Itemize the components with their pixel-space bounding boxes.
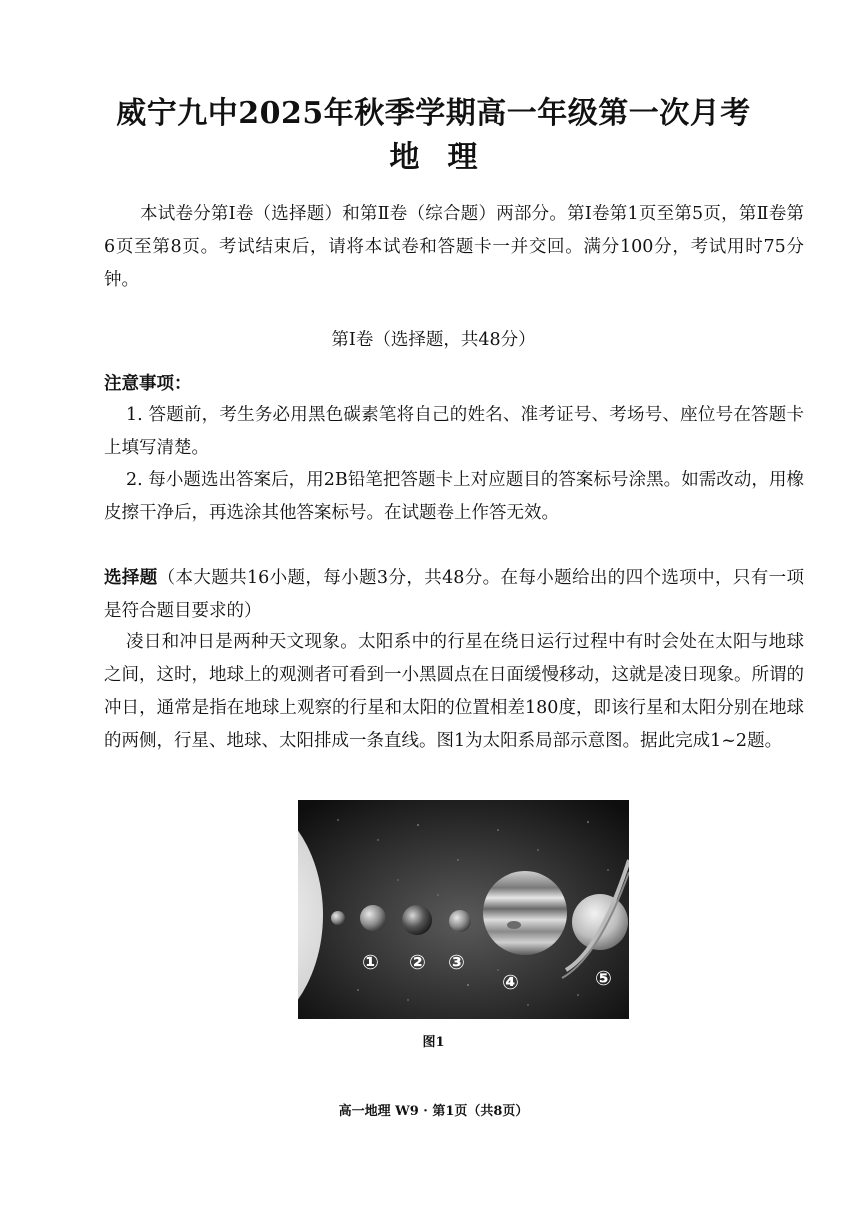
venus-shape (360, 905, 386, 931)
mercury-shape (331, 911, 345, 925)
notice-title: 注意事项： (104, 374, 192, 394)
saturn-shape (572, 894, 628, 950)
question-block-label: 选择题 (104, 568, 158, 588)
marker-3: ③ (448, 950, 465, 974)
intro-paragraph: 本试卷分第Ⅰ卷（选择题）和第Ⅱ卷（综合题）两部分。第Ⅰ卷第1页至第5页，第Ⅱ卷第6页至第8页。考试结束后，请将本试卷和答题卡一并交回。满分100分，考试用时75分钟。 (104, 204, 804, 290)
mars-shape (449, 910, 471, 932)
marker-4: ④ (502, 970, 519, 994)
page-footer: 高一地理 W9 · 第1页（共8页） (338, 1104, 529, 1119)
notice-item: 1. 答题前，考生务必用黑色碳素笔将自己的姓名、准考证号、考场号、座位号在答题卡上填写清楚。 (104, 405, 804, 458)
question-block-instructions: （本大题共16小题，每小题3分，共48分。在每小题给出的四个选项中，只有一项是符合题目要求的） (104, 568, 805, 621)
subject-title: 地理 (389, 140, 506, 175)
notice-item: 2. 每小题选出答案后，用2B铅笔把答题卡上对应题目的答案标号涂黑。如需改动，用橡皮擦干净后，再选涂其他答案标号。在试题卷上作答无效。 (104, 470, 804, 523)
marker-2: ② (409, 950, 426, 974)
marker-5: ⑤ (595, 966, 612, 990)
solar-system-image (298, 800, 629, 1019)
question-instructions (104, 562, 804, 628)
question-passage: 凌日和冲日是两种天文现象。太阳系中的行星在绕日运行过程中有时会处在太阳与地球之间，这时，地球上的观测者可看到一小黑圆点在日面缓慢移动，这就是凌日现象。所谓的冲日，通常是指在地球上观察的行星和太阳的位置相差180度，即该行星和太阳分别在地球的两侧，行星、地球、太阳排成一条直线。图1为太阳系局部示意图。据此完成1~2题。 (104, 632, 804, 751)
section-title: 第Ⅰ卷（选择题，共48分） (331, 330, 536, 350)
marker-1: ① (362, 950, 379, 974)
exam-title: 威宁九中2025年秋季学期高一年级第一次月考 (116, 96, 751, 131)
jupiter-shape (483, 871, 567, 955)
figure-caption: 图1 (422, 1035, 445, 1050)
earth-shape (402, 905, 432, 935)
solar-system-figure (298, 800, 629, 1019)
